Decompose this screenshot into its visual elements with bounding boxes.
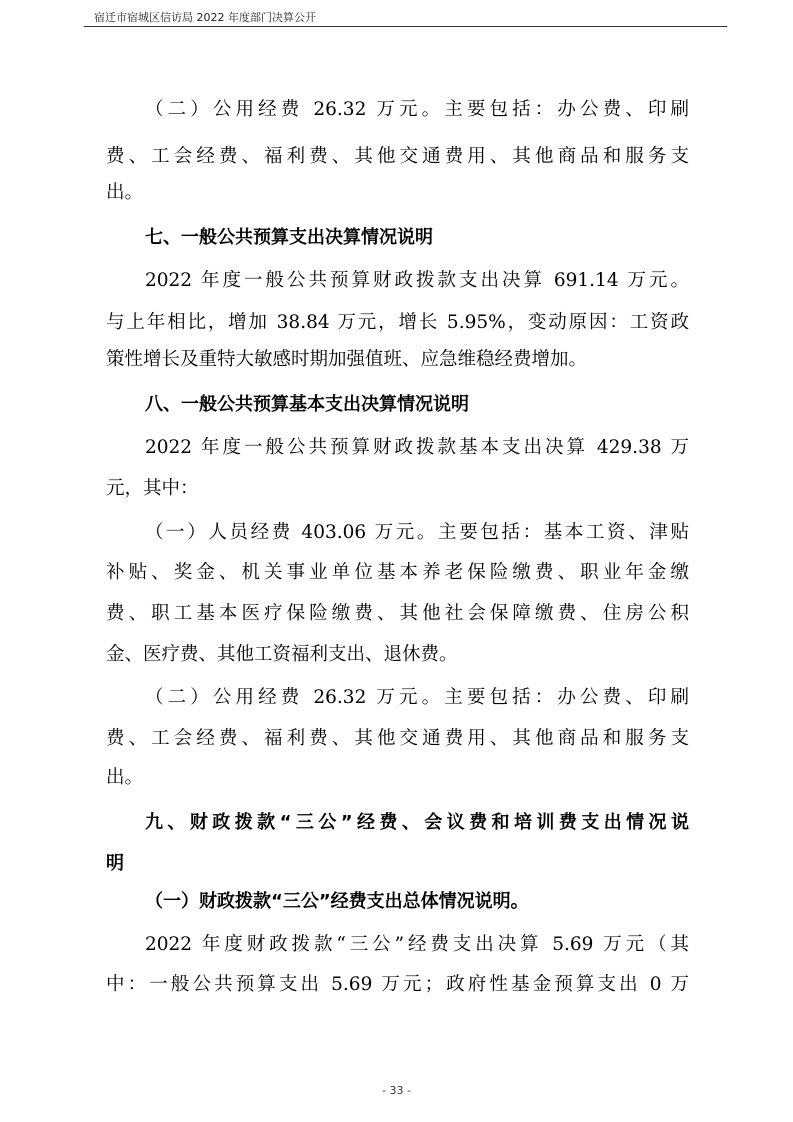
header-divider (84, 26, 727, 27)
text-line: 2022 年度一般公共预算财政拨款支出决算 691.14 万元。 (145, 270, 689, 291)
text-line: （二）公用经费 26.32 万元。主要包括：办公费、印刷 (145, 99, 689, 120)
text-line: 费、职工基本医疗保险缴费、其他社会保障缴费、住房公积 (106, 603, 689, 624)
text-line: 费、工会经费、福利费、其他交通费用、其他商品和服务支 (106, 728, 689, 749)
text-line: 出。 (106, 767, 144, 788)
page-header: 宿迁市宿城区信访局 2022 年度部门决算公开 (94, 11, 316, 24)
section-heading: 七、一般公共预算支出决算情况说明 (145, 227, 433, 248)
section-heading: 九、财政拨款“三公”经费、会议费和培训费支出情况说 (145, 812, 689, 833)
text-line: （二）公用经费 26.32 万元。主要包括：办公费、印刷 (145, 687, 689, 708)
text-line: 与上年相比，增加 38.84 万元，增长 5.95%，变动原因：工资政 (106, 312, 689, 333)
text-line: 策性增长及重特大敏感时期加强值班、应急维稳经费增加。 (106, 349, 588, 370)
text-line: 金、医疗费、其他工资福利支出、退休费。 (106, 644, 458, 665)
page-number: - 33 - (382, 1084, 411, 1097)
subsection-heading: （一）财政拨款“三公”经费支出总体情况说明。 (145, 891, 529, 912)
text-line: 出。 (106, 182, 144, 203)
section-heading: 明 (106, 853, 124, 874)
text-line: 补贴、奖金、机关事业单位基本养老保险缴费、职业年金缴 (106, 562, 689, 583)
text-line: 2022 年度一般公共预算财政拨款基本支出决算 429.38 万 (145, 437, 689, 458)
text-line: （一）人员经费 403.06 万元。主要包括：基本工资、津贴 (145, 522, 689, 543)
text-line: 元，其中： (106, 478, 199, 499)
text-line: 中：一般公共预算支出 5.69 万元；政府性基金预算支出 0 万 (106, 974, 689, 995)
text-line: 费、工会经费、福利费、其他交通费用、其他商品和服务支 (106, 146, 689, 167)
text-line: 2022 年度财政拨款“三公”经费支出决算 5.69 万元（其 (145, 934, 689, 955)
section-heading: 八、一般公共预算基本支出决算情况说明 (145, 394, 469, 415)
